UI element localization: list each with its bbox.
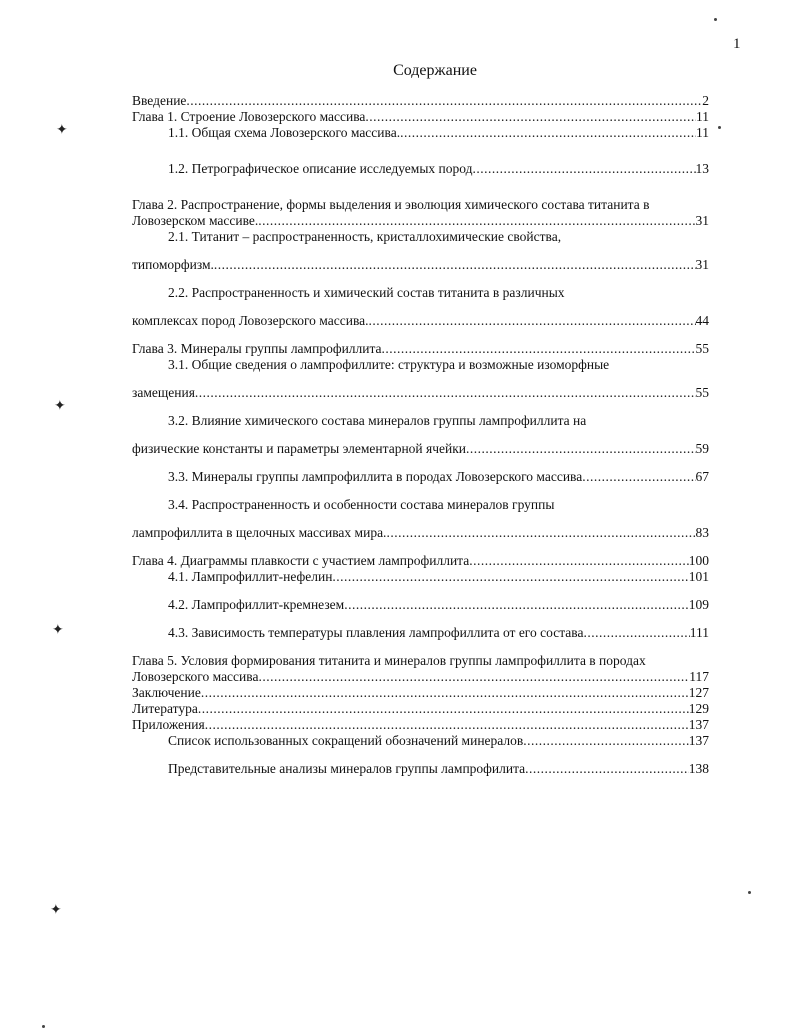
toc-entry-s3-3[interactable] bbox=[132, 469, 709, 485]
toc-entry-page: 11 bbox=[696, 125, 709, 140]
toc-entry-page: 137 bbox=[688, 733, 709, 748]
toc-entry-intro[interactable] bbox=[132, 93, 709, 109]
toc-entry-text: замещения bbox=[132, 385, 195, 400]
toc-entry-appendix[interactable] bbox=[132, 717, 709, 733]
scan-mark-icon: ✦ bbox=[50, 903, 62, 918]
toc-entry-page: 101 bbox=[688, 569, 709, 584]
scan-speck bbox=[718, 126, 721, 129]
toc-entry-ch2[interactable] bbox=[132, 197, 709, 229]
toc-entry-s1-1[interactable] bbox=[132, 125, 709, 141]
toc-entry-s1-2[interactable] bbox=[132, 161, 709, 177]
toc-entry-ch1[interactable] bbox=[132, 109, 709, 125]
toc-entry-ch4[interactable] bbox=[132, 553, 709, 569]
scan-mark-icon: ✦ bbox=[52, 623, 64, 638]
toc-entry-page: 59 bbox=[695, 441, 709, 456]
toc-entry-text: Глава 2. Распространение, формы выделения и эволюция химического состава титанита в bbox=[132, 197, 650, 212]
toc-entry-text: Ловозерском массиве. bbox=[132, 213, 259, 228]
toc-entry-ch3[interactable] bbox=[132, 341, 709, 357]
toc-entry-text: Приложения bbox=[132, 717, 205, 732]
toc-entry-text: лампрофиллита в щелочных массивах мира. bbox=[132, 525, 387, 540]
toc-entry-text: Глава 3. Минералы группы лампрофиллита bbox=[132, 341, 382, 356]
scan-speck bbox=[42, 1025, 45, 1028]
scan-speck bbox=[748, 891, 751, 894]
toc-entry-page: 31 bbox=[695, 257, 709, 272]
toc-entry-page: 55 bbox=[695, 385, 709, 400]
toc-entry-s4-2[interactable] bbox=[132, 597, 709, 613]
toc-entry-text: Литература bbox=[132, 701, 198, 716]
toc-entry-text: типоморфизм. bbox=[132, 257, 214, 272]
toc-entry-text: 1.2. Петрографическое описание исследуемых пород bbox=[168, 161, 473, 176]
toc-entry-text: Список использованных сокращений обозначений минералов bbox=[168, 733, 524, 748]
toc-entry-text: Глава 5. Условия формирования титанита и минералов группы лампрофиллита в породах bbox=[132, 653, 646, 668]
toc-entry-text: Глава 1. Строение Ловозерского массива bbox=[132, 109, 366, 124]
toc-entry-text: 4.2. Лампрофиллит-кремнезем bbox=[168, 597, 345, 612]
toc-entry-app1[interactable] bbox=[132, 733, 709, 749]
toc-entry-page: 137 bbox=[688, 717, 709, 732]
toc-entry-page: 109 bbox=[688, 597, 709, 612]
toc-entry-page: 2 bbox=[702, 93, 709, 108]
toc-entry-page: 117 bbox=[689, 669, 709, 684]
toc-entry-s4-3[interactable] bbox=[132, 625, 709, 641]
toc-entry-page: 127 bbox=[688, 685, 709, 700]
toc-entry-page: 44 bbox=[695, 313, 709, 328]
toc-entry-text: 3.4. Распространенность и особенности состава минералов группы bbox=[168, 497, 555, 512]
toc-entry-text: Ловозерского массива bbox=[132, 669, 259, 684]
toc-entry-s3-4[interactable] bbox=[132, 497, 709, 541]
page-number: 1 bbox=[733, 36, 741, 52]
toc-entry-text: 3.3. Минералы группы лампрофиллита в породах Ловозерского массива bbox=[168, 469, 583, 484]
toc-entry-text: Представительные анализы минералов группы лампрофилита bbox=[168, 761, 526, 776]
toc-entry-app2[interactable] bbox=[132, 761, 709, 777]
toc-entry-page: 31 bbox=[695, 213, 709, 228]
toc-entry-s2-1[interactable] bbox=[132, 229, 709, 273]
toc-entry-conclusion[interactable] bbox=[132, 685, 709, 701]
toc-entry-page: 100 bbox=[688, 553, 709, 568]
toc-entry-text: Заключение bbox=[132, 685, 201, 700]
toc-entry-page: 111 bbox=[689, 625, 709, 640]
toc-entry-s2-2[interactable] bbox=[132, 285, 709, 329]
toc-entry-page: 55 bbox=[695, 341, 709, 356]
toc-entry-literature[interactable] bbox=[132, 701, 709, 717]
toc-entry-text: 4.1. Лампрофиллит-нефелин bbox=[168, 569, 333, 584]
toc-entry-s3-1[interactable] bbox=[132, 357, 709, 401]
scan-mark-icon: ✦ bbox=[56, 123, 68, 138]
toc-entry-page: 129 bbox=[688, 701, 709, 716]
toc-entry-text: 3.1. Общие сведения о лампрофиллите: структура и возможные изоморфные bbox=[168, 357, 610, 372]
toc-list bbox=[132, 93, 709, 777]
toc-entry-text: 3.2. Влияние химического состава минералов группы лампрофиллита на bbox=[168, 413, 587, 428]
toc-entry-text: комплексах пород Ловозерского массива. bbox=[132, 313, 369, 328]
page-title: Содержание bbox=[393, 62, 477, 79]
toc-entry-text: 4.3. Зависимость температуры плавления лампрофиллита от его состава bbox=[168, 625, 584, 640]
toc-entry-text: Глава 4. Диаграммы плавкости с участием лампрофиллита bbox=[132, 553, 470, 568]
scan-speck bbox=[714, 18, 717, 21]
toc-entry-page: 67 bbox=[695, 469, 709, 484]
toc-entry-text: 2.2. Распространенность и химический состав титанита в различных bbox=[168, 285, 565, 300]
toc-entry-text: 2.1. Титанит – распространенность, кристаллохимические свойства, bbox=[168, 229, 562, 244]
toc-entry-ch5[interactable] bbox=[132, 653, 709, 685]
toc-entry-s3-2[interactable] bbox=[132, 413, 709, 457]
scan-mark-icon: ✦ bbox=[54, 399, 66, 414]
toc-entry-s4-1[interactable] bbox=[132, 569, 709, 585]
toc-entry-text: 1.1. Общая схема Ловозерского массива. bbox=[168, 125, 401, 140]
toc-entry-page: 11 bbox=[696, 109, 709, 124]
toc-entry-page: 138 bbox=[688, 761, 709, 776]
toc-entry-text: физические константы и параметры элементарной ячейки bbox=[132, 441, 467, 456]
toc-entry-text: Введение bbox=[132, 93, 187, 108]
toc-entry-page: 13 bbox=[695, 161, 709, 176]
toc-entry-page: 83 bbox=[695, 525, 709, 540]
